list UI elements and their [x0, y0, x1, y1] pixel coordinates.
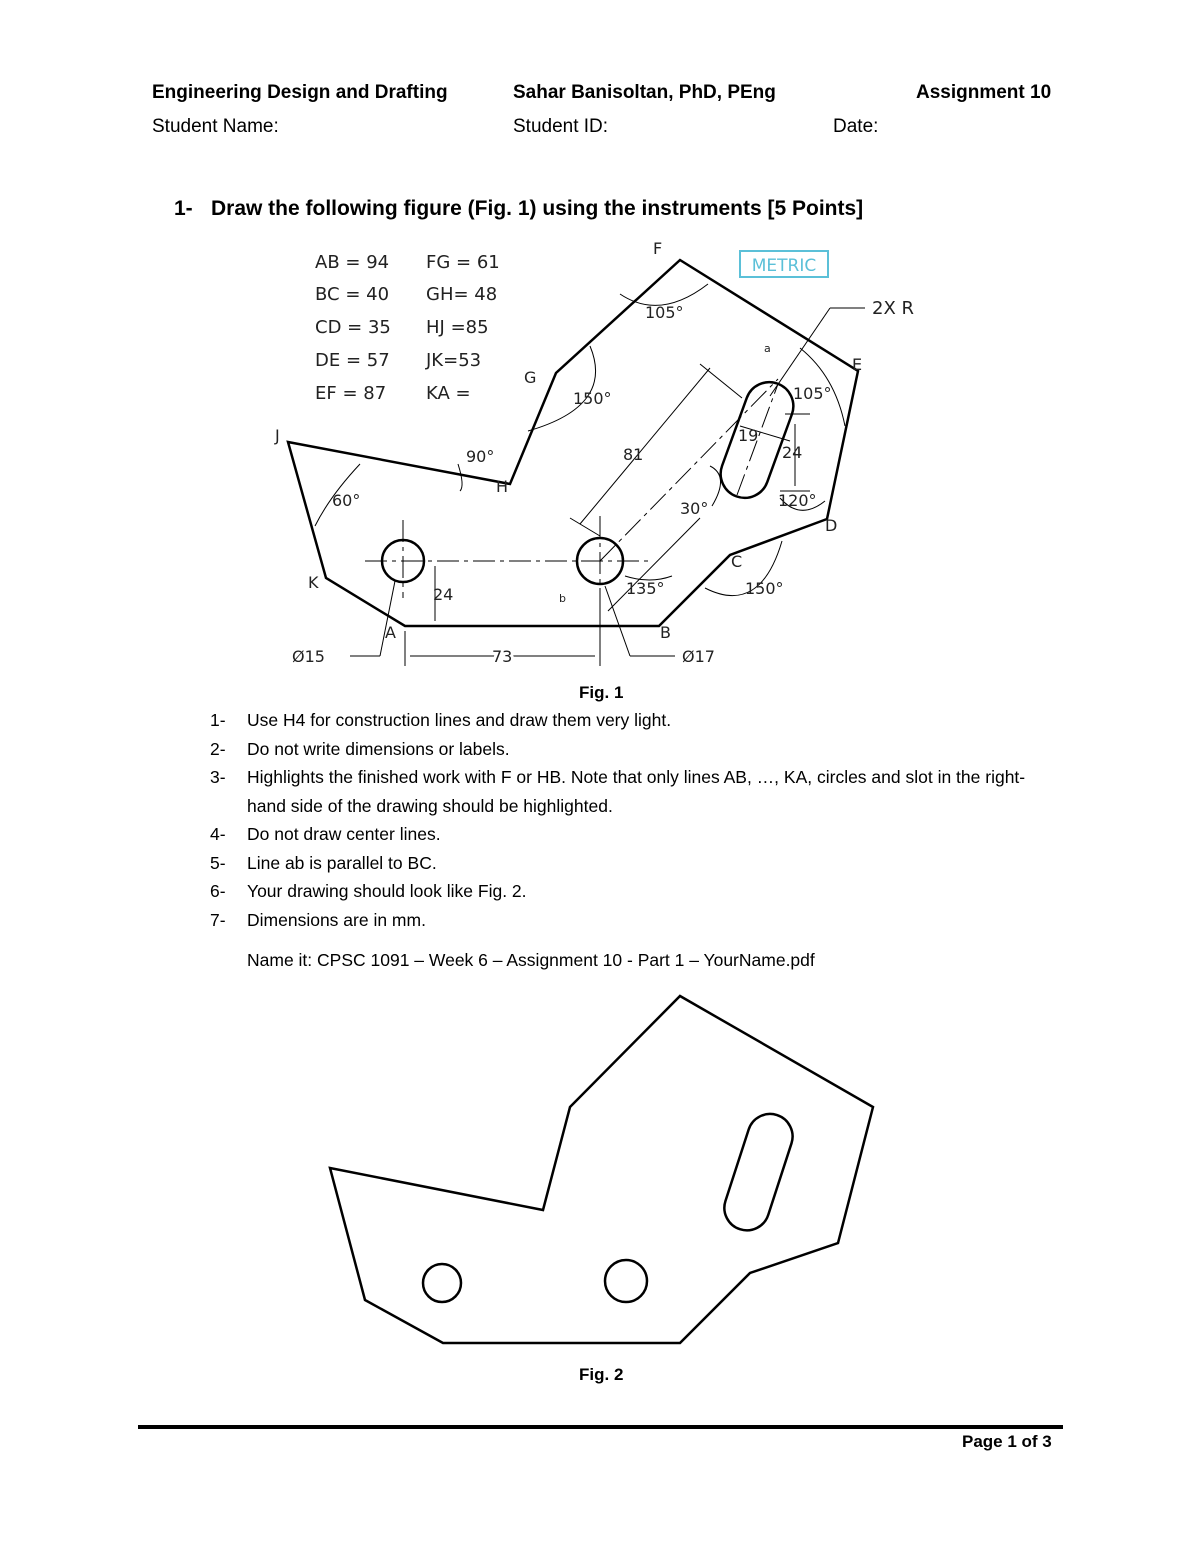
dim-angle-e: 105°: [793, 384, 832, 403]
label-a: A: [385, 623, 396, 642]
label-small-b: b: [559, 592, 566, 605]
dim-slot-19: 19: [738, 426, 759, 445]
instruction-item: 7- Dimensions are in mm.: [210, 909, 426, 930]
dim-diameter-15: Ø15: [292, 647, 325, 666]
instruction-item: 1- Use H4 for construction lines and draw them very light.: [210, 710, 672, 730]
dim-vertical-24: 24: [433, 585, 454, 604]
question-text: Draw the following figure (Fig. 1) using the instruments [5 Points]: [211, 197, 864, 220]
label-f: F: [653, 239, 663, 258]
label-k: K: [308, 573, 319, 592]
dim-angle-j: 60°: [332, 491, 361, 510]
label-g: G: [524, 368, 537, 387]
date-label: Date:: [833, 116, 879, 137]
length-gh: GH= 48: [426, 284, 498, 305]
dim-angle-d: 120°: [778, 491, 817, 510]
page-number: Page 1 of 3: [962, 1432, 1052, 1451]
dim-angle-h: 90°: [466, 447, 495, 466]
instruction-item: 2- Do not write dimensions or labels.: [210, 738, 510, 759]
label-b: B: [660, 623, 671, 642]
figure-2-caption: Fig. 2: [579, 1365, 624, 1384]
instructions-list: [210, 706, 1060, 934]
length-ef: EF = 87: [315, 383, 387, 404]
instruction-item: 6- Your drawing should look like Fig. 2.: [210, 881, 527, 901]
dim-slot-24: 24: [782, 443, 803, 462]
length-hj: HJ =85: [426, 317, 489, 338]
length-de: DE = 57: [315, 350, 390, 371]
part-outline-final: [330, 996, 873, 1343]
length-jk: JK=53: [426, 350, 482, 371]
file-naming-note: Name it: CPSC 1091 – Week 6 – Assignment 10 - Part 1 – YourName.pdf: [247, 950, 815, 970]
figure-2-drawing: [320, 990, 890, 1350]
instruction-item: 5- Line ab is parallel to BC.: [210, 852, 437, 873]
dim-angle-f: 105°: [645, 303, 684, 322]
question-number: 1-: [174, 197, 193, 220]
hole-right-final: [605, 1260, 647, 1302]
hole-left-final: [423, 1264, 461, 1302]
instruction-item: 4- Do not draw center lines.: [210, 824, 441, 844]
label-c: C: [731, 552, 743, 571]
dim-angle-b: 135°: [626, 579, 665, 598]
dim-diameter-17: Ø17: [682, 647, 715, 666]
assignment-label: Assignment 10: [916, 82, 1052, 103]
label-small-a: a: [764, 342, 771, 355]
dim-angle-30: 30°: [680, 499, 709, 518]
dim-length-81: 81: [623, 445, 644, 464]
length-fg: FG = 61: [426, 252, 500, 273]
length-ab: AB = 94: [315, 252, 390, 273]
dim-angle-c: 150°: [745, 579, 784, 598]
instructor-name: Sahar Banisoltan, PhD, PEng: [513, 82, 776, 103]
metric-label: METRIC: [751, 256, 817, 276]
length-bc: BC = 40: [315, 284, 390, 305]
figure-1-drawing: [270, 236, 950, 676]
part-outline: [288, 260, 858, 626]
label-j: J: [275, 426, 280, 445]
student-id-label: Student ID:: [513, 116, 609, 137]
label-e: E: [852, 355, 863, 374]
footer-rule: [138, 1425, 1063, 1429]
figure-1-caption: Fig. 1: [579, 683, 624, 702]
length-ka: KA =: [426, 383, 471, 404]
dim-2x-radius: 2X R: [872, 298, 915, 319]
length-cd: CD = 35: [315, 317, 391, 338]
label-h: H: [496, 477, 509, 496]
student-name-label: Student Name:: [152, 116, 279, 137]
instruction-item: 3- Highlights the finished work with F or HB. Note that only lines AB, …, KA, circles and slot in the right-hand side of the drawing should be highlighted.: [210, 767, 1026, 816]
question-heading: [174, 197, 863, 221]
slot-final: [719, 1108, 799, 1236]
course-title: Engineering Design and Drafting: [152, 82, 448, 103]
label-d: D: [825, 516, 838, 535]
dim-angle-g: 150°: [573, 389, 612, 408]
dim-horizontal-73: 73: [492, 647, 513, 666]
